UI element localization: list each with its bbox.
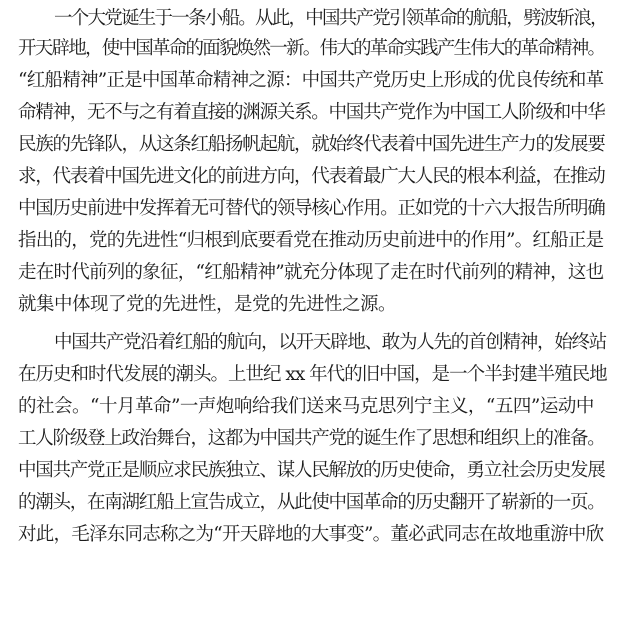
text-line: 对此，毛泽东同志称之为“开天辟地的大事变”。董必武同志在故地重游中欣 — [18, 524, 604, 545]
text-line: 中国历史前进中发挥着无可替代的领导核心作用。正如党的十六大报告所明确 — [18, 198, 605, 219]
text-line: 一个大党诞生于一条小船。从此，中国共产党引领革命的航船，劈波斩浪， — [54, 8, 607, 29]
text-line: 在历史和时代发展的潮头。上世纪 xx 年代的旧中国，是一个半封建半殖民地 — [18, 364, 607, 385]
text-line: 走在时代前列的象征，“红船精神”就充分体现了走在时代前列的精神，这也 — [18, 262, 604, 283]
text-line: 的社会。“十月革命”一声炮响给我们送来马克思列宁主义，“五四”运动中 — [18, 396, 594, 417]
text-line: 的潮头，在南湖红船上宣告成立，从此使中国革命的历史翻开了崭新的一页。 — [18, 492, 605, 513]
text-line: 民族的先锋队，从这条红船扬帆起航，就始终代表着中国先进生产力的发展要 — [18, 134, 605, 155]
text-line: 命精神，无不与之有着直接的渊源关系。中国共产党作为中国工人阶级和中华 — [18, 102, 605, 123]
text-line: “红船精神”正是中国革命精神之源：中国共产党历史上形成的优良传统和革 — [18, 70, 604, 91]
text-line: 开天辟地，使中国革命的面貌焕然一新。伟大的革命实践产生伟大的革命精神。 — [18, 38, 605, 59]
text-line: 中国共产党沿着红船的航向，以开天辟地、敢为人先的首创精神，始终站 — [54, 332, 607, 353]
text-line: 工人阶级登上政治舞台，这都为中国共产党的诞生作了思想和组织上的准备。 — [18, 428, 605, 449]
text-line: 就集中体现了党的先进性，是党的先进性之源。 — [18, 294, 397, 315]
text-line: 指出的，党的先进性“归根到底要看党在推动历史前进中的作用”。红船正是 — [18, 230, 604, 251]
text-line: 求，代表着中国先进文化的前进方向，代表着最广大人民的根本利益，在推动 — [18, 166, 605, 187]
text-line: 中国共产党正是顺应求民族独立、谋人民解放的历史使命，勇立社会历史发展 — [18, 460, 605, 481]
